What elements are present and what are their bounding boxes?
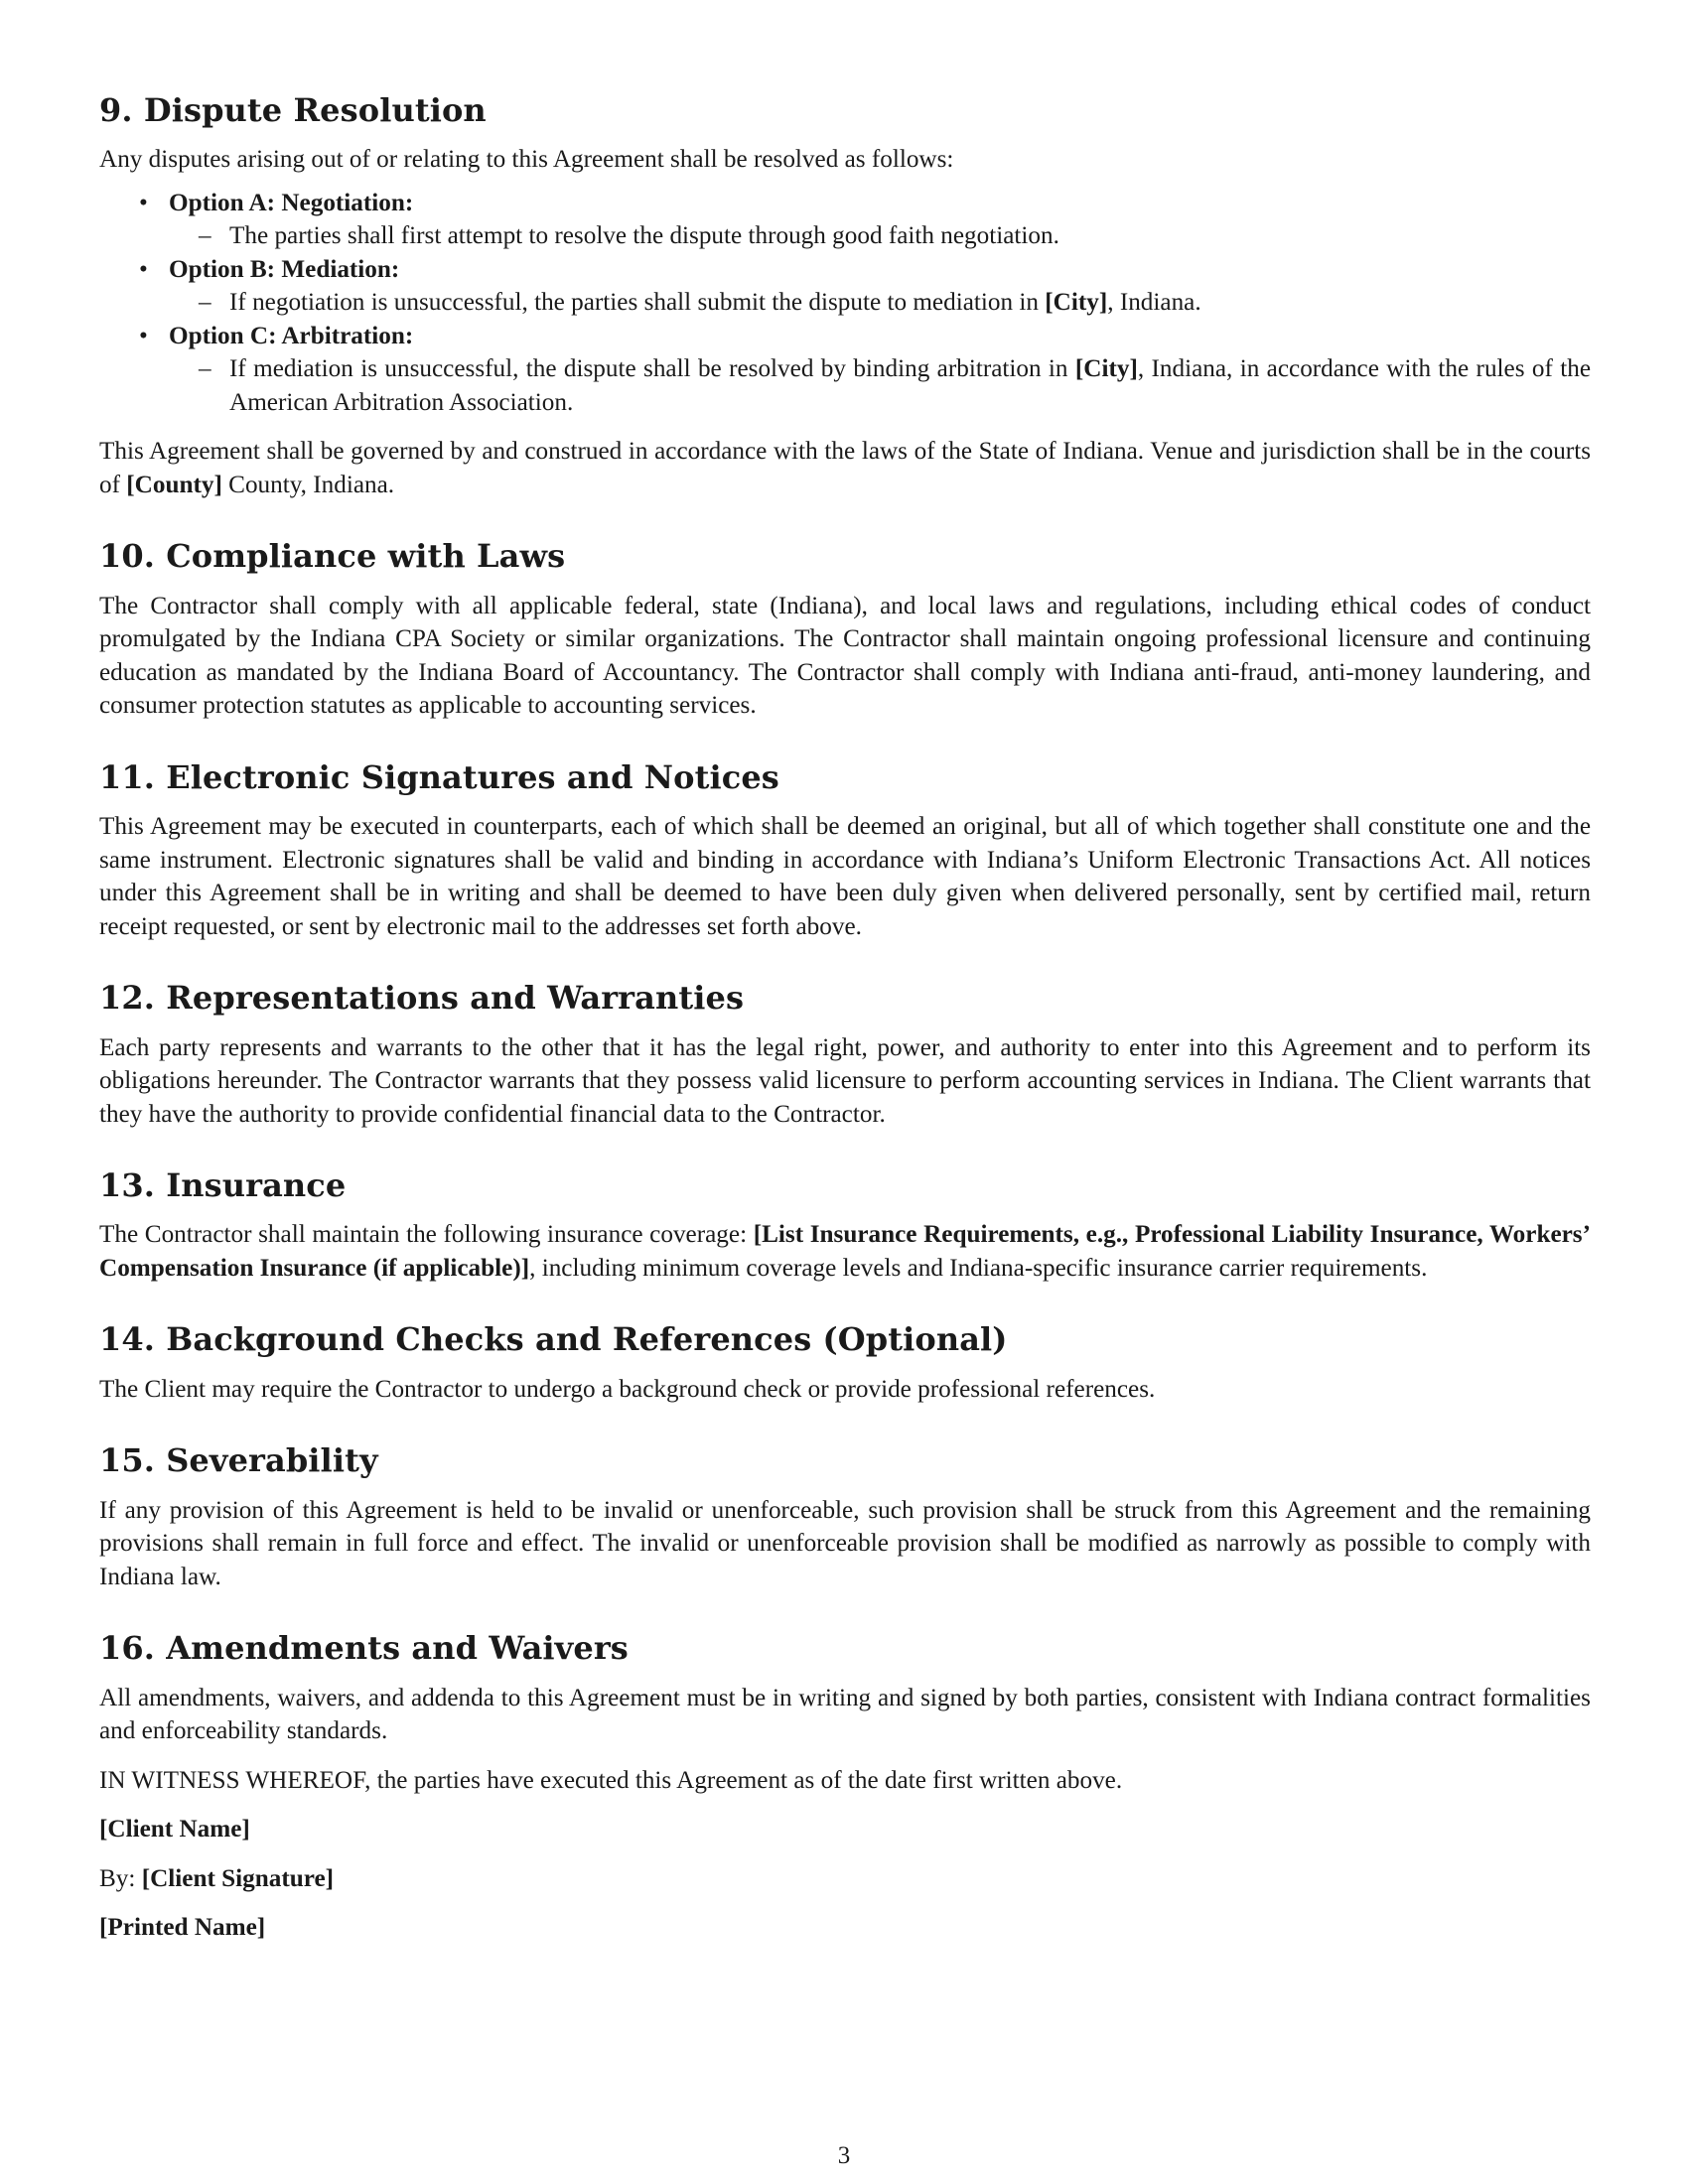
- client-signature-placeholder: [Client Signature]: [141, 1864, 335, 1892]
- by-label: By:: [99, 1864, 142, 1892]
- section-severability: [99, 1441, 1591, 1593]
- section-intro: Any disputes arising out of or relating to this Agreement shall be resolved as follows:: [99, 146, 954, 174]
- governing-text-end: County, Indiana.: [221, 471, 395, 498]
- option-text: The parties shall first attempt to resolve the dispute through good faith negotiation.: [229, 222, 1059, 250]
- section-body: The Client may require the Contractor to undergo a background check or provide professional references.: [99, 1375, 1156, 1403]
- section-dispute-resolution: [99, 91, 1591, 501]
- section-body: The Contractor shall comply with all applicable federal, state (Indiana), and local laws and regulations, including ethical codes of conduct promulgated by the Indiana CPA Society or similar organizations. The Contractor shall maintain ongoing professional licensure and continuing education as mandated by the Indiana Board of Accountancy. The Contractor shall comply with Indiana anti-fraud, anti-money laundering, and consumer protection statutes as applicable to accounting services.: [99, 592, 1591, 720]
- option-title: • Option C: Arbitration:: [169, 322, 414, 349]
- option-detail: [169, 219, 1591, 253]
- section-body: This Agreement may be executed in counterparts, each of which shall be deemed an original, but all of which together shall constitute one and the same instrument. Electronic signatures shall be valid and binding in accordance with Indiana’s Uniform Electronic Transactions Act. All notices under this Agreement shall be in writing and shall be deemed to have been duly given when delivered personally, sent by certified mail, return receipt requested, or sent by electronic mail to the addresses set forth above.: [99, 813, 1591, 940]
- insurance-text: The Contractor shall maintain the following insurance coverage:: [99, 1221, 754, 1249]
- placeholder-city: [City]: [1074, 355, 1138, 383]
- option-title: • Option B: Mediation:: [169, 255, 400, 283]
- placeholder-insurance-requirements: [List Insurance Requirements, e.g., Professional Liability Insurance, Workers’ Compensation Insurance (if applicable)]: [99, 1221, 1591, 1282]
- client-name-placeholder: [Client Name]: [99, 1816, 250, 1843]
- section-heading: 14. Background Checks and References (Optional): [99, 1320, 1008, 1359]
- placeholder-city: [City]: [1045, 289, 1108, 317]
- option-text-end: , Indiana, in accordance with the rules of the American Arbitration Association.: [229, 355, 1591, 416]
- section-heading: 9. Dispute Resolution: [99, 91, 487, 129]
- signature-line: [99, 1862, 1591, 1896]
- section-representations-warranties: [99, 979, 1591, 1131]
- section-insurance: [99, 1166, 1591, 1285]
- dash-marker: –: [199, 222, 211, 250]
- section-amendments-waivers: [99, 1629, 1591, 1747]
- placeholder-county: [County]: [126, 471, 222, 498]
- section-body: [99, 1218, 1591, 1285]
- section-heading: 11. Electronic Signatures and Notices: [99, 757, 779, 796]
- insurance-text-end: , including minimum coverage levels and Indiana-specific insurance carrier requirements.: [529, 1254, 1428, 1282]
- section-heading: 12. Representations and Warranties: [99, 979, 745, 1018]
- list-item-option-a: [99, 187, 1591, 253]
- options-list: [99, 187, 1591, 420]
- section-heading: 13. Insurance: [99, 1166, 347, 1205]
- option-detail: [169, 286, 1591, 320]
- option-text: If negotiation is unsuccessful, the parties shall submit the dispute to mediation in: [229, 289, 1046, 317]
- governing-text: This Agreement shall be governed by and construed in accordance with the laws of the State of Indiana. Venue and jurisdiction shall be in the courts of: [99, 438, 1591, 498]
- section-electronic-signatures: [99, 758, 1591, 943]
- governing-law-paragraph: [99, 435, 1591, 501]
- option-detail: [169, 352, 1591, 419]
- option-text: If mediation is unsuccessful, the dispute shall be resolved by binding arbitration in: [229, 355, 1075, 383]
- section-compliance-with-laws: [99, 537, 1591, 722]
- section-body: Each party represents and warrants to the other that it has the legal right, power, and authority to enter into this Agreement and to perform its obligations hereunder. The Contractor warrants that they possess valid licensure to perform accounting services in Indiana. The Client warrants that they have the authority to provide confidential financial data to the Contractor.: [99, 1033, 1591, 1128]
- option-title: • Option A: Negotiation:: [169, 189, 414, 216]
- document-page: [99, 91, 1591, 1945]
- section-background-checks: [99, 1320, 1591, 1406]
- printed-name-placeholder: [Printed Name]: [99, 1914, 266, 1942]
- section-heading: 16. Amendments and Waivers: [99, 1629, 629, 1668]
- page-number: 3: [837, 2142, 851, 2169]
- dash-marker: –: [199, 355, 211, 383]
- witness-clause: IN WITNESS WHEREOF, the parties have executed this Agreement as of the date first written above.: [99, 1766, 1123, 1794]
- dash-marker: –: [199, 289, 211, 317]
- section-body: All amendments, waivers, and addenda to this Agreement must be in writing and signed by both parties, consistent with Indiana contract formalities and enforceability standards.: [99, 1684, 1591, 1745]
- section-body: If any provision of this Agreement is held to be invalid or unenforceable, such provision shall be struck from this Agreement and the remaining provisions shall remain in full force and effect. The invalid or unenforceable provision shall be modified as narrowly as possible to comply with Indiana law.: [99, 1496, 1591, 1590]
- list-item-option-b: [99, 253, 1591, 320]
- option-text-end: , Indiana.: [1107, 289, 1201, 317]
- list-item-option-c: [99, 320, 1591, 420]
- section-heading: 10. Compliance with Laws: [99, 537, 566, 576]
- section-heading: 15. Severability: [99, 1441, 378, 1480]
